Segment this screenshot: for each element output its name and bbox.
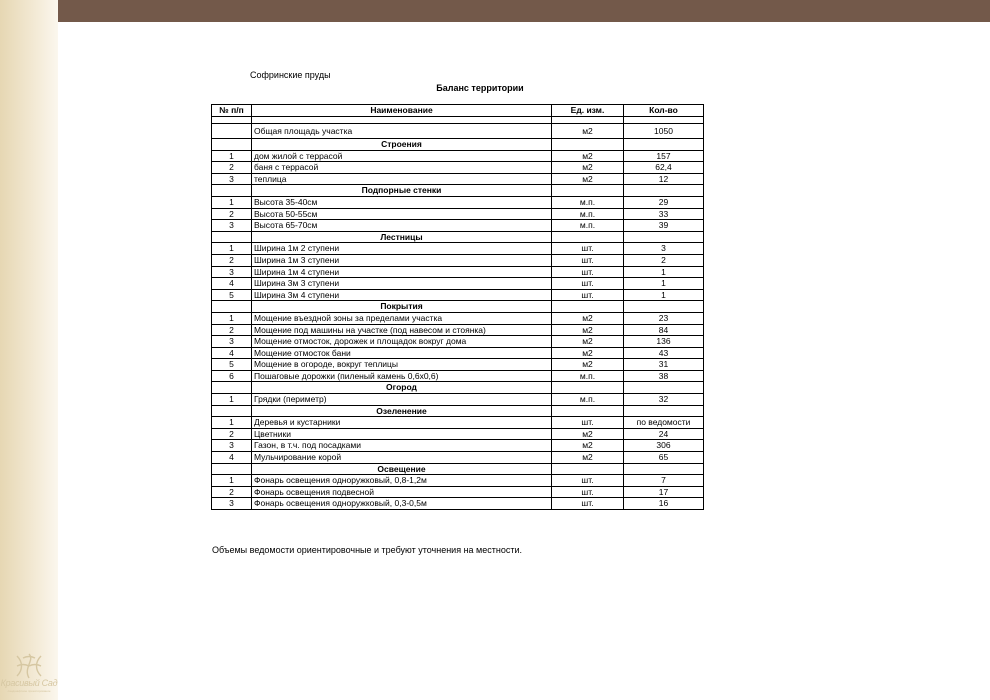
col-header-unit: Ед. изм. — [552, 105, 624, 117]
table-row — [212, 498, 704, 510]
footnote: Объемы ведомости ориентировочные и требуют уточнения на местности. — [212, 545, 522, 555]
table-row — [212, 417, 704, 429]
cell-number — [212, 117, 252, 124]
section-title: Лестницы — [252, 231, 552, 243]
cell-number — [212, 124, 252, 139]
table-body — [212, 117, 704, 510]
cell-name: Цветники — [252, 428, 552, 440]
cell-number: 3 — [212, 440, 252, 452]
cell-unit: м2 — [552, 173, 624, 185]
cell-quantity: 3 — [624, 243, 704, 255]
table-row — [212, 278, 704, 290]
cell-unit — [552, 463, 624, 475]
table-row — [212, 394, 704, 406]
cell-name: Высота 35-40см — [252, 196, 552, 208]
cell-unit: м.п. — [552, 370, 624, 382]
cell-quantity: 84 — [624, 324, 704, 336]
cell-unit: шт. — [552, 486, 624, 498]
cell-number: 5 — [212, 289, 252, 301]
cell-unit — [552, 139, 624, 151]
cell-unit: м.п. — [552, 220, 624, 232]
section-title: Озеленение — [252, 405, 552, 417]
cell-quantity: по ведомости — [624, 417, 704, 429]
table-row — [212, 289, 704, 301]
table-row — [212, 162, 704, 174]
cell-number: 2 — [212, 324, 252, 336]
cell-number: 1 — [212, 417, 252, 429]
table-section-row — [212, 139, 704, 151]
cell-number: 1 — [212, 394, 252, 406]
table-row — [212, 324, 704, 336]
table-section-row — [212, 301, 704, 313]
cell-unit: шт. — [552, 254, 624, 266]
cell-name: Ширина 1м 3 ступени — [252, 254, 552, 266]
cell-unit — [552, 301, 624, 313]
col-header-name: Наименование — [252, 105, 552, 117]
table-section-row — [212, 463, 704, 475]
cell-unit: м2 — [552, 440, 624, 452]
cell-unit: шт. — [552, 243, 624, 255]
table-row — [212, 370, 704, 382]
cell-number: 1 — [212, 150, 252, 162]
cell-number: 2 — [212, 254, 252, 266]
cell-name: Мощение въездной зоны за пределами участка — [252, 312, 552, 324]
table-row — [212, 486, 704, 498]
territory-balance-table — [211, 104, 704, 510]
cell-number: 4 — [212, 452, 252, 464]
cell-unit: м2 — [552, 336, 624, 348]
table-section-row — [212, 382, 704, 394]
cell-unit: шт. — [552, 278, 624, 290]
cell-name: Газон, в т.ч. под посадками — [252, 440, 552, 452]
left-sidebar-band — [0, 0, 58, 700]
table-row — [212, 428, 704, 440]
cell-name: Мощение под машины на участке (под навесом и стоянка) — [252, 324, 552, 336]
cell-unit: м.п. — [552, 208, 624, 220]
cell-unit — [552, 185, 624, 197]
cell-name: Мощение в огороде, вокруг теплицы — [252, 359, 552, 371]
table-row — [212, 220, 704, 232]
table-row — [212, 173, 704, 185]
logo-name: Красивый Сад — [0, 678, 58, 688]
garden-logo-icon — [9, 652, 49, 680]
cell-quantity: 38 — [624, 370, 704, 382]
cell-name: теплица — [252, 173, 552, 185]
cell-quantity — [624, 139, 704, 151]
cell-unit: шт. — [552, 498, 624, 510]
cell-number: 1 — [212, 312, 252, 324]
cell-quantity: 23 — [624, 312, 704, 324]
cell-unit: м2 — [552, 312, 624, 324]
section-title: Огород — [252, 382, 552, 394]
cell-name: дом жилой с террасой — [252, 150, 552, 162]
cell-name: Грядки (периметр) — [252, 394, 552, 406]
cell-name: Ширина 3м 3 ступени — [252, 278, 552, 290]
table-header-row — [212, 105, 704, 117]
table-row — [212, 208, 704, 220]
table-row — [212, 336, 704, 348]
cell-unit — [552, 117, 624, 124]
cell-number — [212, 405, 252, 417]
cell-number: 1 — [212, 243, 252, 255]
cell-unit: м2 — [552, 162, 624, 174]
cell-quantity: 12 — [624, 173, 704, 185]
cell-number — [212, 301, 252, 313]
section-title: Освещение — [252, 463, 552, 475]
cell-number — [212, 185, 252, 197]
col-header-quantity: Кол-во — [624, 105, 704, 117]
cell-number: 6 — [212, 370, 252, 382]
cell-quantity: 32 — [624, 394, 704, 406]
cell-name: Фонарь освещения одноружковый, 0,3-0,5м — [252, 498, 552, 510]
document-title — [0, 83, 990, 93]
table-row — [212, 347, 704, 359]
cell-quantity — [624, 405, 704, 417]
section-title: Строения — [252, 139, 552, 151]
table-row — [212, 266, 704, 278]
cell-unit — [552, 405, 624, 417]
cell-name: Фонарь освещения подвесной — [252, 486, 552, 498]
table-row — [212, 359, 704, 371]
cell-name: Общая площадь участка — [252, 124, 552, 139]
cell-quantity — [624, 231, 704, 243]
cell-number: 3 — [212, 173, 252, 185]
cell-quantity — [624, 382, 704, 394]
cell-quantity — [624, 301, 704, 313]
table-row — [212, 150, 704, 162]
cell-unit: м2 — [552, 359, 624, 371]
cell-quantity: 157 — [624, 150, 704, 162]
cell-unit: шт. — [552, 417, 624, 429]
table-row — [212, 475, 704, 487]
cell-unit: м2 — [552, 428, 624, 440]
cell-quantity: 24 — [624, 428, 704, 440]
cell-unit: м2 — [552, 324, 624, 336]
cell-name: Мощение отмосток бани — [252, 347, 552, 359]
table-section-row — [212, 231, 704, 243]
cell-quantity — [624, 185, 704, 197]
cell-quantity: 16 — [624, 498, 704, 510]
top-header-bar — [58, 0, 990, 22]
table-section-row — [212, 405, 704, 417]
company-logo — [0, 652, 58, 700]
cell-quantity: 39 — [624, 220, 704, 232]
section-title: Покрытия — [252, 301, 552, 313]
cell-unit: шт. — [552, 475, 624, 487]
cell-quantity: 2 — [624, 254, 704, 266]
cell-number — [212, 382, 252, 394]
table-row — [212, 196, 704, 208]
cell-number: 5 — [212, 359, 252, 371]
cell-name: Высота 50-55см — [252, 208, 552, 220]
cell-unit — [552, 231, 624, 243]
table-section-row — [212, 185, 704, 197]
cell-number: 4 — [212, 278, 252, 290]
cell-number: 2 — [212, 428, 252, 440]
cell-quantity: 1 — [624, 278, 704, 290]
logo-tagline: ландшафтное проектирование — [7, 689, 51, 693]
cell-quantity: 62,4 — [624, 162, 704, 174]
table-spacer-row — [212, 117, 704, 124]
cell-number: 2 — [212, 162, 252, 174]
cell-unit: м2 — [552, 452, 624, 464]
cell-quantity: 17 — [624, 486, 704, 498]
cell-number — [212, 231, 252, 243]
cell-name: Мульчирование корой — [252, 452, 552, 464]
cell-unit — [552, 382, 624, 394]
cell-unit: м.п. — [552, 196, 624, 208]
cell-number: 1 — [212, 196, 252, 208]
cell-quantity: 306 — [624, 440, 704, 452]
cell-name: Ширина 1м 2 ступени — [252, 243, 552, 255]
cell-name: Пошаговые дорожки (пиленый камень 0,6х0,6) — [252, 370, 552, 382]
project-name: Софринские пруды — [250, 70, 331, 80]
table-row — [212, 440, 704, 452]
cell-name: Ширина 1м 4 ступени — [252, 266, 552, 278]
cell-unit: шт. — [552, 289, 624, 301]
cell-name: Фонарь освещения одноружковый, 0,8-1,2м — [252, 475, 552, 487]
cell-unit: шт. — [552, 266, 624, 278]
cell-quantity: 1050 — [624, 124, 704, 139]
cell-number — [212, 463, 252, 475]
cell-name: Мощение отмосток, дорожек и площадок вокруг дома — [252, 336, 552, 348]
cell-name — [252, 117, 552, 124]
cell-number: 3 — [212, 266, 252, 278]
cell-quantity: 65 — [624, 452, 704, 464]
cell-number: 4 — [212, 347, 252, 359]
table-row — [212, 312, 704, 324]
cell-name: Деревья и кустарники — [252, 417, 552, 429]
cell-quantity — [624, 463, 704, 475]
cell-quantity: 29 — [624, 196, 704, 208]
table-row — [212, 254, 704, 266]
cell-number: 1 — [212, 475, 252, 487]
cell-number: 2 — [212, 208, 252, 220]
table-row — [212, 124, 704, 139]
document-title-text: Баланс территории — [436, 83, 524, 93]
cell-unit: м2 — [552, 347, 624, 359]
cell-quantity: 136 — [624, 336, 704, 348]
cell-quantity: 7 — [624, 475, 704, 487]
section-title: Подпорные стенки — [252, 185, 552, 197]
cell-number: 3 — [212, 498, 252, 510]
table-row — [212, 243, 704, 255]
cell-number: 2 — [212, 486, 252, 498]
cell-number: 3 — [212, 220, 252, 232]
col-header-number: № п/п — [212, 105, 252, 117]
cell-unit: м.п. — [552, 394, 624, 406]
cell-unit: м2 — [552, 124, 624, 139]
cell-name: баня с террасой — [252, 162, 552, 174]
table-row — [212, 452, 704, 464]
cell-number — [212, 139, 252, 151]
cell-name: Ширина 3м 4 ступени — [252, 289, 552, 301]
cell-quantity: 33 — [624, 208, 704, 220]
cell-quantity: 1 — [624, 289, 704, 301]
cell-quantity: 43 — [624, 347, 704, 359]
cell-number: 3 — [212, 336, 252, 348]
cell-quantity: 1 — [624, 266, 704, 278]
cell-name: Высота 65-70см — [252, 220, 552, 232]
cell-unit: м2 — [552, 150, 624, 162]
cell-quantity: 31 — [624, 359, 704, 371]
cell-quantity — [624, 117, 704, 124]
